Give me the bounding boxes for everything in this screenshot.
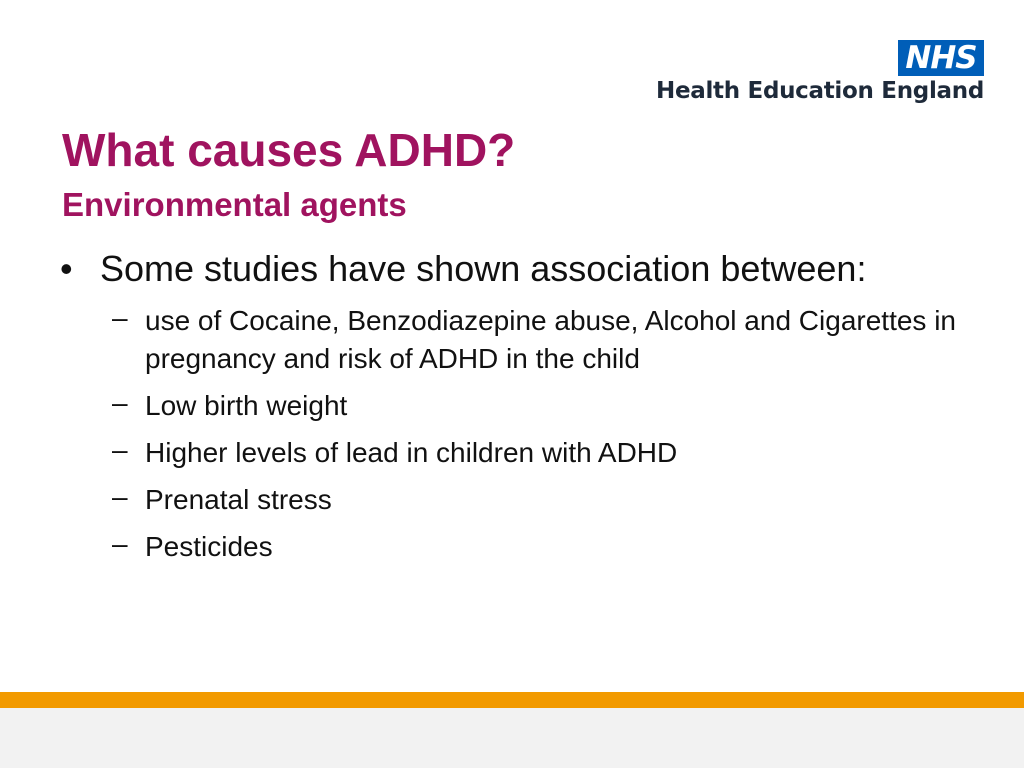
sub-bullet-item <box>112 434 982 472</box>
sub-bullet-text: Pesticides <box>145 531 273 562</box>
sub-bullet-list <box>112 302 982 575</box>
sub-bullet-text: Low birth weight <box>145 390 348 421</box>
footer-grey-band <box>0 708 1024 768</box>
sub-bullet-text: use of Cocaine, Benzodiazepine abuse, Alcohol and Cigarettes in pregnancy and risk of ADHD in the child <box>145 305 956 374</box>
slide-title: What causes ADHD? <box>62 124 516 176</box>
main-bullet <box>60 249 866 289</box>
sub-bullet-item <box>112 481 982 519</box>
dash-marker: – <box>112 528 128 559</box>
bullet-marker: • <box>60 248 73 289</box>
sub-bullet-text: Higher levels of lead in children with ADHD <box>145 437 678 468</box>
sub-bullet-item <box>112 302 982 378</box>
dash-marker: – <box>112 481 128 512</box>
org-name: Health Education England <box>656 78 984 104</box>
main-bullet-text: Some studies have shown association between: <box>100 248 867 289</box>
dash-marker: – <box>112 387 128 418</box>
sub-bullet-item <box>112 387 982 425</box>
nhs-logo-badge: NHS <box>898 40 984 76</box>
dash-marker: – <box>112 302 128 333</box>
sub-bullet-item <box>112 528 982 566</box>
dash-marker: – <box>112 434 128 465</box>
sub-bullet-text: Prenatal stress <box>145 484 332 515</box>
nhs-hee-logo <box>634 40 984 112</box>
slide-subtitle: Environmental agents <box>62 186 407 223</box>
